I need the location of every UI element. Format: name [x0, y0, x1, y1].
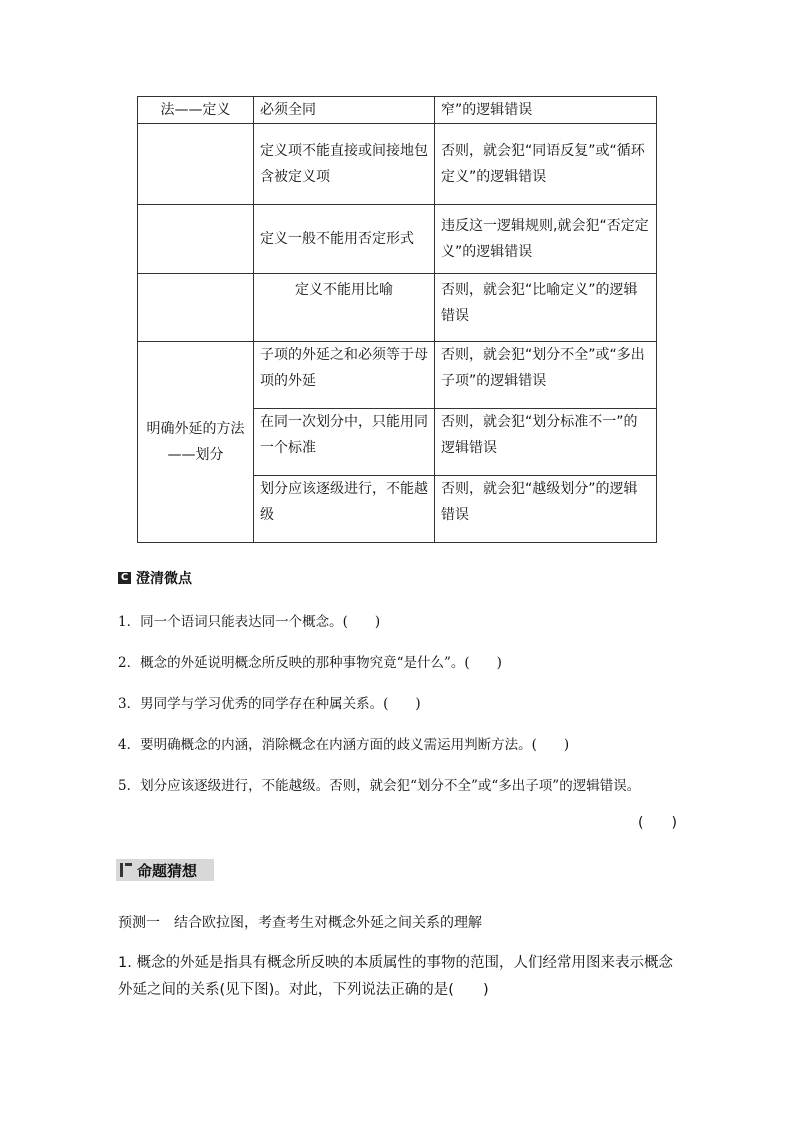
clarify-title: 澄清微点	[136, 571, 192, 587]
rule-cell: 定义一般不能用否定形式	[254, 205, 435, 274]
clarify-icon: C	[118, 572, 131, 584]
rule-cell: 定义不能用比喻	[254, 274, 435, 342]
answer-paren: ( )	[638, 815, 677, 831]
section-banner	[116, 859, 214, 881]
method-cell-empty	[138, 205, 254, 274]
error-cell: 窄”的逻辑错误	[435, 97, 657, 124]
table-row	[138, 205, 657, 274]
banner-title: 命题猜想	[137, 861, 198, 880]
rule-cell: 定义项不能直接或间接地包含被定义项	[254, 124, 435, 205]
clarify-item-5: 5．划分应该逐级进行，不能越级。否则，就会犯“划分不全”或“多出子项”的逻辑错误。	[118, 778, 641, 794]
clarify-item-4: 4．要明确概念的内涵，消除概念在内涵方面的歧义需运用判断方法。( )	[118, 737, 570, 753]
question-paragraph: 1. 概念的外延是指具有概念所反映的本质属性的事物的范围，人们经常用图来表示概念外延之间的关系(见下图)。对此，下列说法正确的是( )	[118, 955, 673, 998]
prediction-label: 预测一	[118, 915, 160, 931]
banner-icon	[120, 863, 132, 877]
table-row	[138, 97, 657, 124]
clarify-heading	[118, 568, 192, 588]
method-cell-division: 明确外延的方法——划分	[138, 342, 254, 543]
error-cell: 违反这一逻辑规则,就会犯“否定定义”的逻辑错误	[435, 205, 657, 274]
clarify-item-2: 2．概念的外延说明概念所反映的那种事物究竟“是什么”。( )	[118, 655, 502, 671]
rule-cell: 在同一次划分中，只能用同一个标准	[254, 409, 435, 476]
method-cell-empty	[138, 124, 254, 205]
rules-table	[137, 96, 657, 543]
error-cell: 否则，就会犯“越级划分”的逻辑错误	[435, 476, 657, 543]
prediction-line	[118, 912, 482, 932]
table-row	[138, 124, 657, 205]
rule-cell: 子项的外延之和必须等于母项的外延	[254, 342, 435, 409]
rule-cell: 必须全同	[254, 97, 435, 124]
clarify-item-3: 3．男同学与学习优秀的同学存在种属关系。( )	[118, 696, 421, 712]
error-cell: 否则，就会犯“同语反复”或“循环定义”的逻辑错误	[435, 124, 657, 205]
error-cell: 否则，就会犯“划分标准不一”的逻辑错误	[435, 409, 657, 476]
method-cell-definition: 法——定义	[138, 97, 254, 124]
error-cell: 否则，就会犯“划分不全”或“多出子项”的逻辑错误	[435, 342, 657, 409]
method-cell-empty	[138, 274, 254, 342]
table-row	[138, 342, 657, 409]
rule-cell: 划分应该逐级进行，不能越级	[254, 476, 435, 543]
error-cell: 否则，就会犯“比喻定义”的逻辑错误	[435, 274, 657, 342]
prediction-text: 结合欧拉图，考查考生对概念外延之间关系的理解	[174, 915, 482, 931]
table-row	[138, 274, 657, 342]
clarify-item-1: 1．同一个语词只能表达同一个概念。( )	[118, 614, 381, 630]
